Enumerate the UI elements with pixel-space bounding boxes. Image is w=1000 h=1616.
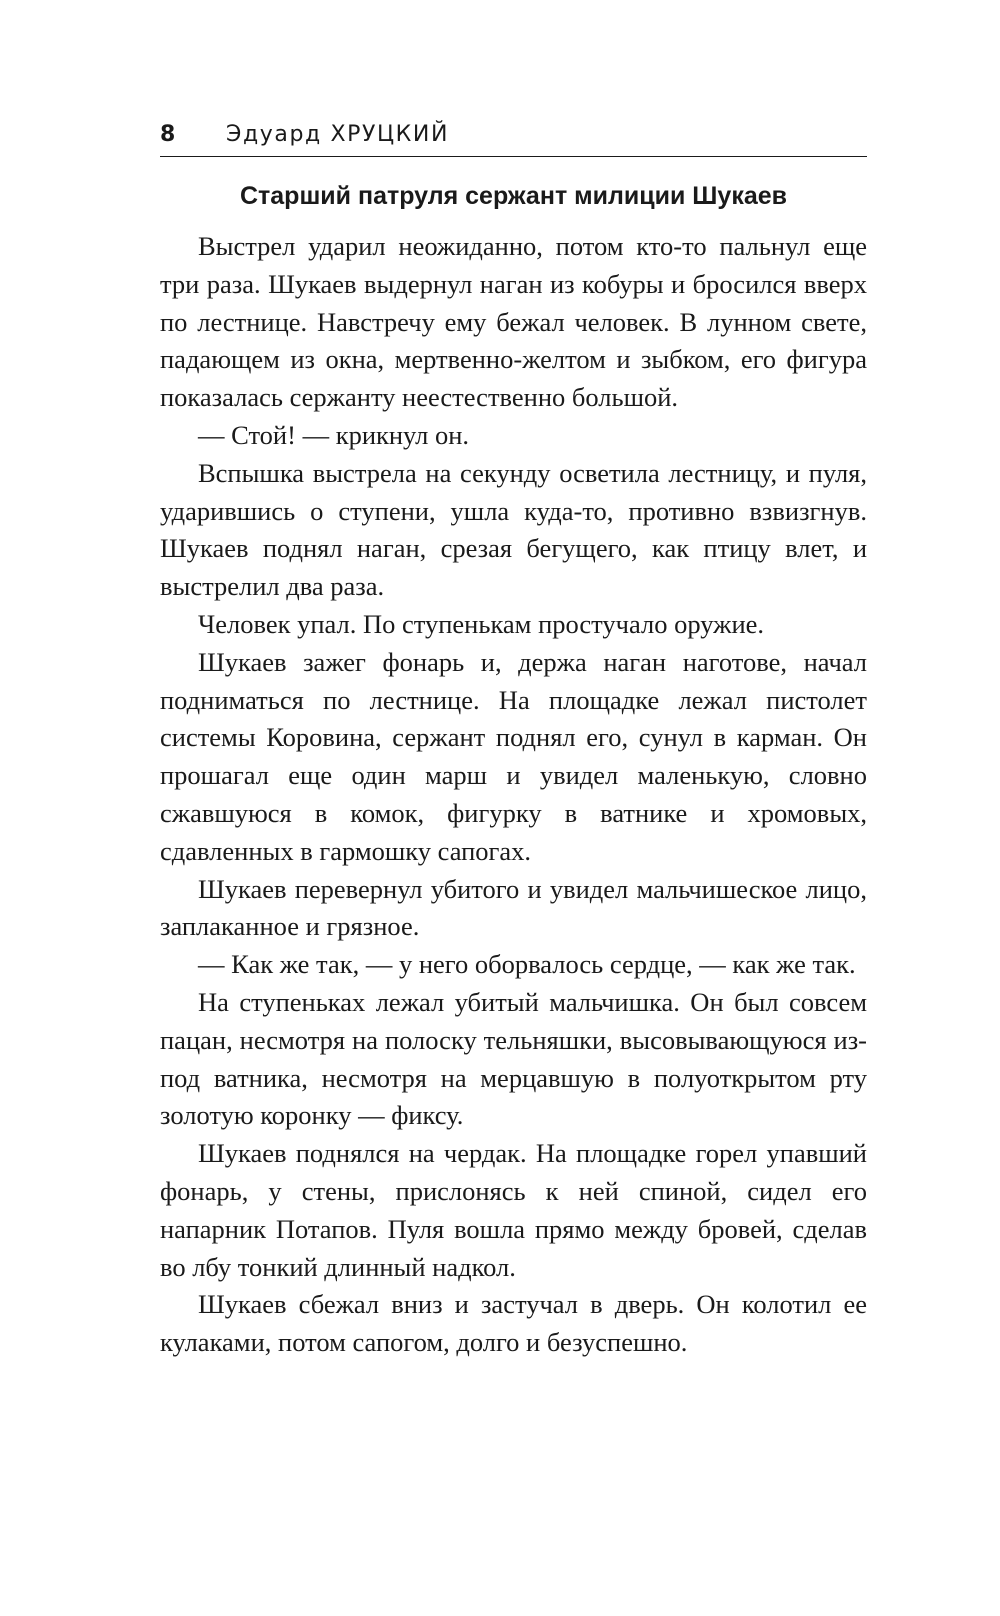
body-text [160,228,867,1362]
paragraph: На ступеньках лежал убитый мальчишка. Он был совсем пацан, несмотря на полоску тельняшки, высовывающуюся из-под ватника, несмотря на мерцавшую в полуоткрытом рту золотую коронку — фиксу. [160,986,867,1131]
paragraph: Человек упал. По ступенькам простучало оружие. [198,608,765,639]
paragraph: Шукаев поднялся на чердак. На площадке горел упавший фонарь, у стены, прислонясь к ней спиной, сидел его напарник Потапов. Пуля вошла прямо между бровей, сделав во лбу тонкий длинный надкол. [160,1138,867,1282]
page-number: 8 [160,122,176,147]
paragraph: Шукаев зажег фонарь и, держа наган наготове, начал подниматься по лестнице. На площадке лежал пистолет системы Коровина, сержант поднял его, сунул в карман. Он прошагал еще один марш и увидел маленькую, словно сжавшуюся в комок, фигурку в ватнике и хромовых, сдавленных в гармошку сапогах. [160,646,867,866]
paragraph: Вспышка выстрела на секунду осветила лестницу, и пуля, ударившись о ступени, ушла куда-то, противно взвизгнув. Шукаев поднял наган, срезая бегущего, как птицу влет, и выстрелил два раза. [160,457,867,602]
running-header [160,122,867,157]
running-author: Эдуард ХРУЦКИЙ [226,122,449,147]
chapter-title: Старший патруля сержант милиции Шукаев [239,182,788,210]
paragraph: — Стой! — крикнул он. [198,419,470,450]
paragraph: Выстрел ударил неожиданно, потом кто-то пальнул еще три раза. Шукаев выдернул наган из кобуры и бросился вверх по лестнице. Навстречу ему бежал человек. В лунном свете, падающем из окна, мертвенно-желтом и зыбком, его фигура показалась сержанту неестественно большой. [160,231,867,413]
paragraph: Шукаев сбежал вниз и застучал в дверь. Он колотил ее кулаками, потом сапогом, долго и безуспешно. [160,1289,867,1358]
paragraph: Шукаев перевернул убитого и увидел мальчишеское лицо, заплаканное и грязное. [160,873,867,942]
paragraph: — Как же так, — у него оборвалось сердце, — как же так. [198,949,856,980]
